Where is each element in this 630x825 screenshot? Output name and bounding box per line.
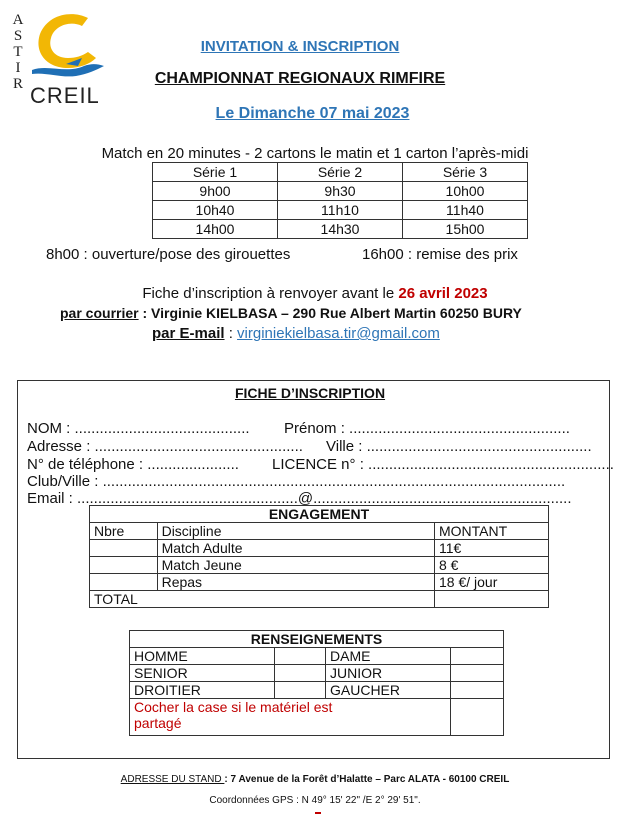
match-intro: Match en 20 minutes - 2 cartons le matin et 1 carton l’après-midi [101, 145, 529, 162]
telephone-field[interactable]: N° de téléphone : ...................... [27, 456, 239, 473]
option-label: SENIOR [130, 665, 275, 682]
engagement-row [90, 557, 549, 574]
nbre-input[interactable] [90, 540, 158, 557]
mail-label: par courrier [60, 305, 139, 321]
option-checkbox[interactable] [451, 682, 504, 699]
series-cell: 11h10 [278, 201, 403, 220]
deadline-line [0, 285, 630, 302]
championship-title: CHAMPIONNAT REGIONAUX RIMFIRE [154, 70, 446, 87]
gps-coordinates: Coordonnées GPS : N 49° 15' 22" /E 2° 29' 51". [209, 795, 421, 806]
series-cell: 14h00 [153, 220, 278, 239]
invitation-heading: INVITATION & INSCRIPTION [200, 38, 400, 55]
option-checkbox[interactable] [451, 648, 504, 665]
licence-field[interactable]: LICENCE n° : ........................................................... [272, 456, 614, 473]
prenom-field[interactable]: Prénom : ..................................................... [284, 420, 570, 437]
logo-letter: S [13, 28, 23, 44]
stand-address [0, 774, 630, 785]
col-discipline: Discipline [157, 523, 434, 540]
red-mark [315, 812, 321, 814]
logo-name: CREIL [30, 83, 100, 108]
total-label: TOTAL [90, 591, 435, 608]
discipline-cell: Match Jeune [157, 557, 434, 574]
series-cell: 15h00 [403, 220, 528, 239]
series-cell: 9h30 [278, 182, 403, 201]
option-label: GAUCHER [326, 682, 451, 699]
nom-field[interactable]: NOM : .......................................... [27, 420, 250, 437]
engagement-table [89, 505, 549, 608]
prize-time: 16h00 : remise des prix [362, 246, 518, 263]
series-row [153, 201, 528, 220]
stand-address-text: : 7 Avenue de la Forêt d’Halatte – Parc ALATA - 60100 CREIL [224, 774, 510, 785]
series-cell: 10h00 [403, 182, 528, 201]
renseignements-row [130, 648, 504, 665]
renseignements-row [130, 682, 504, 699]
series-row [153, 220, 528, 239]
nbre-input[interactable] [90, 557, 158, 574]
option-label: DROITIER [130, 682, 275, 699]
email-link[interactable]: virginiekielbasa.tir@gmail.com [237, 325, 440, 342]
opening-time: 8h00 : ouverture/pose des girouettes [46, 246, 291, 263]
discipline-cell: Match Adulte [157, 540, 434, 557]
montant-cell: 11€ [434, 540, 548, 557]
series-header: Série 2 [278, 163, 403, 182]
logo-letter: R [12, 76, 23, 92]
option-checkbox[interactable] [275, 682, 326, 699]
series-header: Série 1 [153, 163, 278, 182]
shared-equipment-note: Cocher la case si le matériel est partagé [130, 699, 451, 736]
mail-address: : Virginie KIELBASA – 290 Rue Albert Martin 60250 BURY [138, 305, 522, 321]
series-row [153, 182, 528, 201]
email-field[interactable]: Email : .....................................................@.............................................................. [27, 490, 572, 507]
option-checkbox[interactable] [275, 648, 326, 665]
email-label: par E-mail [152, 325, 225, 342]
option-label: DAME [326, 648, 451, 665]
club-field[interactable]: Club/Ville : ............................................................................................................... [27, 473, 566, 490]
nbre-input[interactable] [90, 574, 158, 591]
logo-letter: T [13, 44, 23, 60]
total-input[interactable] [434, 591, 548, 608]
adresse-field[interactable]: Adresse : .................................................. [27, 438, 303, 455]
renseignements-title: RENSEIGNEMENTS [130, 631, 504, 648]
deadline-text: Fiche d’inscription à renvoyer avant le [142, 285, 399, 302]
option-label: HOMME [130, 648, 275, 665]
montant-cell: 8 € [434, 557, 548, 574]
event-date: Le Dimanche 07 mai 2023 [215, 105, 410, 122]
renseignements-row [130, 665, 504, 682]
series-table [152, 162, 528, 239]
option-checkbox[interactable] [275, 665, 326, 682]
deadline-date: 26 avril 2023 [398, 285, 488, 302]
series-cell: 9h00 [153, 182, 278, 201]
email-separator: : [224, 325, 238, 342]
renseignements-table [129, 630, 504, 736]
engagement-row [90, 540, 549, 557]
col-nbre: Nbre [90, 523, 158, 540]
option-label: JUNIOR [326, 665, 451, 682]
engagement-header-row [90, 523, 549, 540]
renseignements-note-row [130, 699, 504, 736]
series-cell: 14h30 [278, 220, 403, 239]
engagement-total-row [90, 591, 549, 608]
discipline-cell: Repas [157, 574, 434, 591]
series-cell: 11h40 [403, 201, 528, 220]
mail-line [60, 305, 522, 321]
email-line [152, 325, 440, 342]
series-header: Série 3 [403, 163, 528, 182]
series-header-row [153, 163, 528, 182]
shared-equipment-checkbox[interactable] [451, 699, 504, 736]
engagement-row [90, 574, 549, 591]
col-montant: MONTANT [434, 523, 548, 540]
form-title: FICHE D’INSCRIPTION [234, 385, 386, 401]
stand-label: ADRESSE DU STAND [120, 774, 225, 785]
logo-letter: I [15, 60, 21, 76]
ville-field[interactable]: Ville : ...................................................... [326, 438, 592, 455]
series-cell: 10h40 [153, 201, 278, 220]
engagement-title: ENGAGEMENT [90, 506, 549, 523]
montant-cell: 18 €/ jour [434, 574, 548, 591]
option-checkbox[interactable] [451, 665, 504, 682]
logo-letter: A [12, 12, 24, 28]
